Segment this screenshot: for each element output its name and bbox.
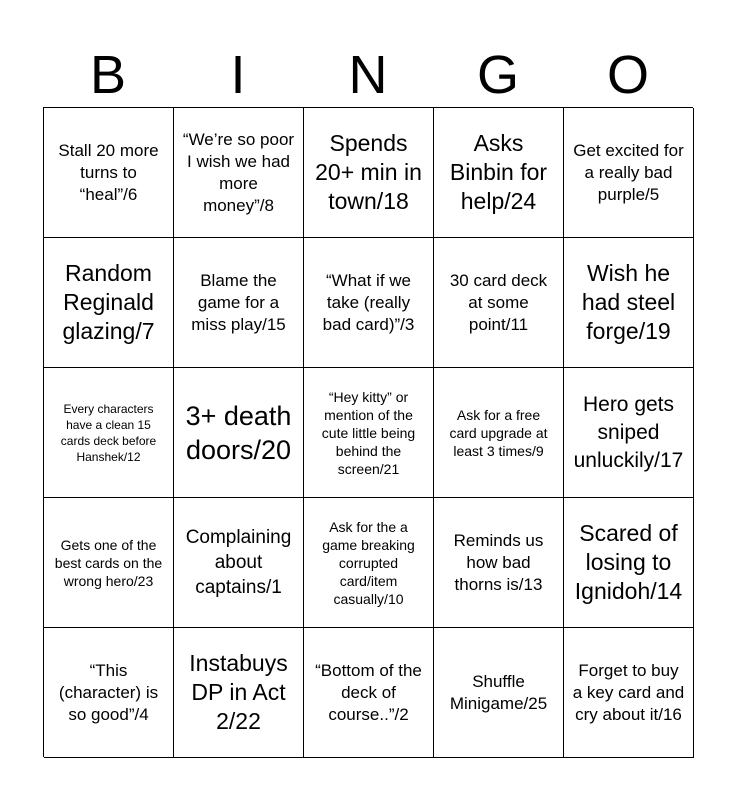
cell-text: Wish he had steel forge/19 <box>581 260 676 344</box>
header-letter-b: B <box>89 45 127 105</box>
bingo-cell[interactable] <box>304 498 434 628</box>
bingo-cell[interactable] <box>174 628 304 758</box>
cell-text: 30 card deck at some point/11 <box>449 270 548 334</box>
bingo-cell[interactable] <box>174 498 304 628</box>
cell-text: Reminds us how bad thorns is/13 <box>453 530 544 594</box>
bingo-cell[interactable] <box>304 368 434 498</box>
bingo-cell[interactable] <box>304 628 434 758</box>
header-letter-i: I <box>230 45 246 105</box>
cell-text: Every characters have a clean 15 cards deck before Hanshek/12 <box>60 401 157 464</box>
bingo-cell[interactable] <box>304 238 434 368</box>
cell-text: Stall 20 more turns to “heal”/6 <box>58 140 159 204</box>
cell-text: “What if we take (really bad card)”/3 <box>322 270 415 334</box>
cell-text: Shuffle Minigame/25 <box>449 671 548 713</box>
bingo-cell[interactable] <box>304 108 434 238</box>
bingo-cell[interactable] <box>174 238 304 368</box>
bingo-cell[interactable] <box>434 108 564 238</box>
cell-text: Get excited for a really bad purple/5 <box>573 140 684 204</box>
bingo-cell[interactable] <box>564 498 694 628</box>
cell-text: Scared of losing to Ignidoh/14 <box>574 520 683 604</box>
cell-text: “This (character) is so good”/4 <box>58 660 159 724</box>
bingo-cell[interactable] <box>174 368 304 498</box>
cell-text: “Hey kitty” or mention of the cute little being behind the screen/21 <box>321 388 416 477</box>
cell-text: Instabuys DP in Act 2/22 <box>189 650 288 734</box>
cell-text: Ask for a free card upgrade at least 3 times/9 <box>449 406 548 459</box>
cell-text: Blame the game for a miss play/15 <box>191 270 286 334</box>
cell-text: Random Reginald glazing/7 <box>62 260 155 344</box>
bingo-cell[interactable] <box>174 108 304 238</box>
bingo-grid <box>43 107 693 757</box>
cell-text: Forget to buy a key card and cry about it/16 <box>572 660 685 724</box>
bingo-cell[interactable] <box>564 628 694 758</box>
bingo-cell[interactable] <box>44 628 174 758</box>
bingo-cell[interactable] <box>44 238 174 368</box>
cell-text: “We’re so poor I wish we had more money”/8 <box>182 129 295 215</box>
bingo-cell[interactable] <box>564 108 694 238</box>
cell-text: Spends 20+ min in town/18 <box>315 130 422 214</box>
bingo-cell[interactable] <box>434 628 564 758</box>
bingo-header <box>43 44 693 106</box>
cell-text: “Bottom of the deck of course..”/2 <box>315 660 422 724</box>
cell-text: Gets one of the best cards on the wrong hero/23 <box>54 536 163 589</box>
cell-text: Asks Binbin for help/24 <box>449 130 548 214</box>
header-letter-g: G <box>476 45 519 105</box>
cell-text: Hero gets sniped unluckily/17 <box>573 392 684 472</box>
bingo-cell[interactable] <box>44 368 174 498</box>
cell-text: 3+ death doors/20 <box>185 400 292 465</box>
bingo-cell[interactable] <box>44 498 174 628</box>
header-letter-o: O <box>606 45 649 105</box>
bingo-cell[interactable] <box>434 368 564 498</box>
bingo-cell[interactable] <box>44 108 174 238</box>
bingo-cell[interactable] <box>434 238 564 368</box>
bingo-cell[interactable] <box>564 368 694 498</box>
bingo-cell[interactable] <box>564 238 694 368</box>
bingo-cell[interactable] <box>434 498 564 628</box>
header-letter-n: N <box>348 45 388 105</box>
cell-text: Ask for the a game breaking corrupted card/item casually/10 <box>322 518 415 607</box>
cell-text: Complaining about captains/1 <box>185 527 292 598</box>
